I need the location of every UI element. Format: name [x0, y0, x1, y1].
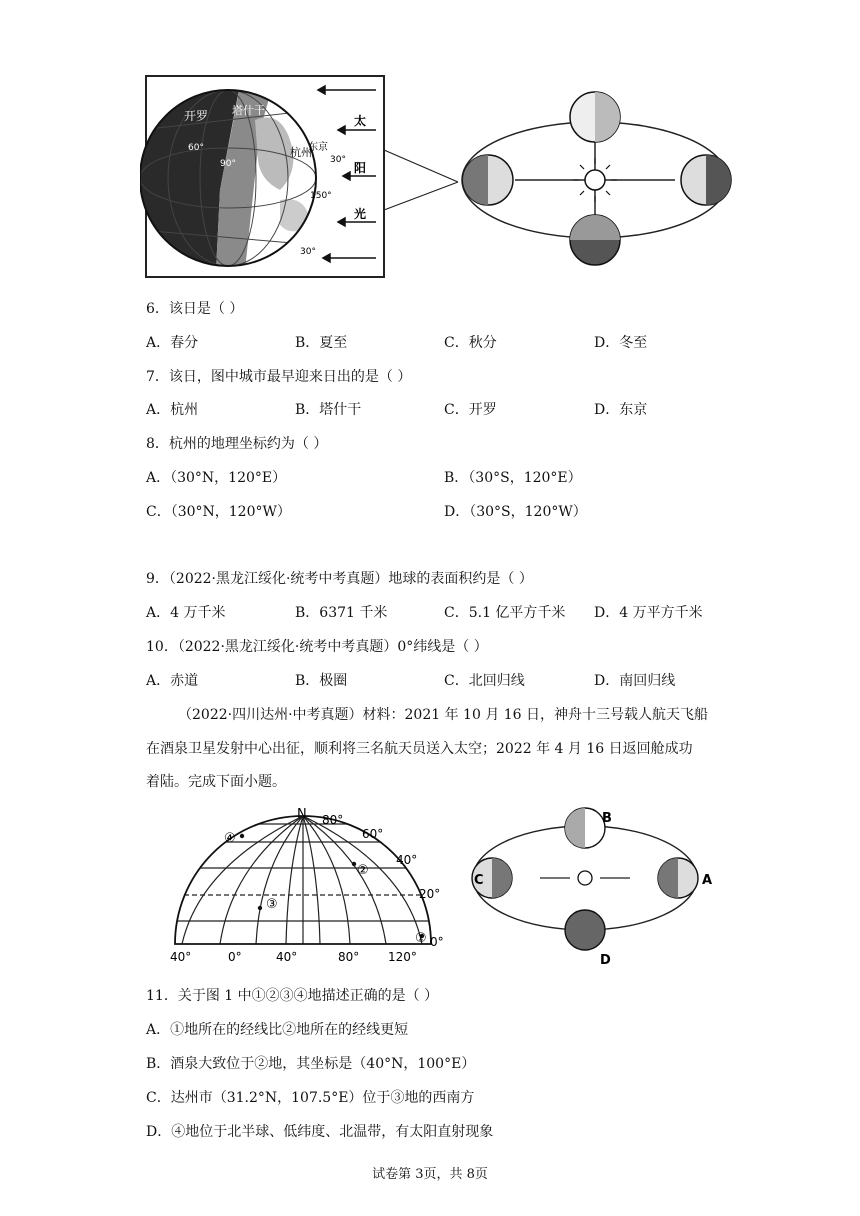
bottom-figure: [160, 806, 720, 968]
label-150: 150°: [310, 191, 332, 201]
label-lon0: 0°: [228, 950, 242, 964]
label-tokyo: 东京: [308, 142, 328, 153]
material-line-3: 着陆。完成下面小题。: [146, 774, 286, 790]
orbit-diagram-top: [462, 92, 731, 265]
label-30a: 30°: [330, 155, 346, 165]
label-lon80: 80°: [338, 950, 360, 964]
q6-option-c[interactable]: C．秋分: [444, 335, 497, 351]
q7-option-c[interactable]: C．开罗: [444, 402, 497, 418]
label-30b: 30°: [300, 247, 316, 257]
earth-d: [565, 910, 605, 950]
q6-option-a[interactable]: A．春分: [146, 335, 199, 351]
q8-option-d[interactable]: D．（30°S，120°W）: [444, 504, 587, 520]
label-point1: ①: [415, 931, 427, 946]
label-cairo: 开罗: [184, 109, 209, 123]
graticule: [160, 816, 450, 944]
orbit-diagram-bottom: [472, 808, 698, 950]
q7-option-b[interactable]: B．塔什干: [295, 402, 362, 418]
label-60: 60°: [188, 143, 204, 153]
q7-option-a[interactable]: A．杭州: [146, 402, 199, 418]
q6-option-b[interactable]: B．夏至: [295, 335, 348, 351]
label-hangzhou: 杭州: [290, 146, 312, 159]
q10-option-c[interactable]: C．北回归线: [444, 673, 525, 689]
q9-stem: 9．（2022·黑龙江绥化·统考中考真题）地球的表面积约是（ ）: [146, 571, 533, 587]
q9-option-d[interactable]: D．4 万平方千米: [594, 605, 703, 621]
q11-stem: 11．关于图 1 中①②③④地描述正确的是（ ）: [146, 988, 439, 1004]
label-tashkent: 塔什干: [232, 104, 265, 117]
material-line-2: 在酒泉卫星发射中心出征，顺利将三名航天员送入太空；2022 年 4 月 16 日返回舱成功: [146, 741, 693, 757]
label-lat80: 80°: [322, 813, 344, 827]
label-sun3: 光: [354, 207, 367, 221]
label-sun2: 阳: [354, 161, 367, 175]
label-d: D: [600, 953, 611, 968]
q11-option-b[interactable]: B．酒泉大致位于②地，其坐标是（40°N，100°E）: [146, 1056, 476, 1072]
label-lat0: 0°: [430, 935, 444, 949]
label-90: 90°: [220, 159, 236, 169]
q9-option-a[interactable]: A．4 万千米: [146, 605, 226, 621]
label-b: B: [602, 811, 612, 826]
q11-option-d[interactable]: D．④地位于北半球、低纬度、北温带，有太阳直射现象: [146, 1124, 494, 1140]
material-line-1: （2022·四川达州·中考真题）材料：2021 年 10 月 16 日，神舟十三号载人航天飞船: [178, 707, 709, 723]
q8-option-c[interactable]: C．（30°N，120°W）: [146, 504, 291, 520]
q11-option-a[interactable]: A．①地所在的经线比②地所在的经线更短: [146, 1022, 409, 1038]
q6-stem: 6．该日是（ ）: [146, 301, 244, 317]
sun-icon: [585, 170, 605, 190]
label-n: N: [297, 807, 307, 822]
label-point3: ③: [266, 897, 278, 912]
sun-icon-bottom: [578, 871, 592, 885]
label-lon40e: 40°: [276, 950, 298, 964]
q7-option-d[interactable]: D．东京: [594, 402, 648, 418]
q10-option-b[interactable]: B．极圈: [295, 673, 348, 689]
q8-stem: 8．杭州的地理坐标约为（ ）: [146, 436, 328, 452]
q7-stem: 7．该日，图中城市最早迎来日出的是（ ）: [146, 369, 412, 385]
q6-option-d[interactable]: D．冬至: [594, 335, 648, 351]
top-figure: [140, 70, 740, 282]
q8-option-a[interactable]: A．（30°N，120°E）: [146, 470, 287, 486]
label-lon120: 120°: [388, 950, 417, 964]
q9-option-c[interactable]: C．5.1 亿平方千米: [444, 605, 566, 621]
label-lat20: 20°: [419, 887, 441, 901]
q11-option-c[interactable]: C．达州市（31.2°N，107.5°E）位于③地的西南方: [146, 1090, 475, 1106]
label-a: A: [702, 873, 713, 888]
q10-stem: 10．（2022·黑龙江绥化·统考中考真题）0°纬线是（ ）: [146, 639, 488, 655]
q9-option-b[interactable]: B．6371 千米: [295, 605, 388, 621]
label-lat60: 60°: [362, 827, 384, 841]
q10-option-d[interactable]: D．南回归线: [594, 673, 676, 689]
label-lon40w: 40°: [170, 950, 192, 964]
label-lat40: 40°: [396, 853, 418, 867]
q8-option-b[interactable]: B．（30°S，120°E）: [444, 470, 582, 486]
label-point2: ②: [357, 863, 369, 878]
label-point4: ④: [224, 831, 236, 846]
q10-option-a[interactable]: A．赤道: [146, 673, 199, 689]
page-footer: 试卷第 3页，共 8页: [372, 1167, 488, 1182]
label-c: C: [474, 873, 484, 888]
label-sun1: 太: [354, 114, 367, 128]
